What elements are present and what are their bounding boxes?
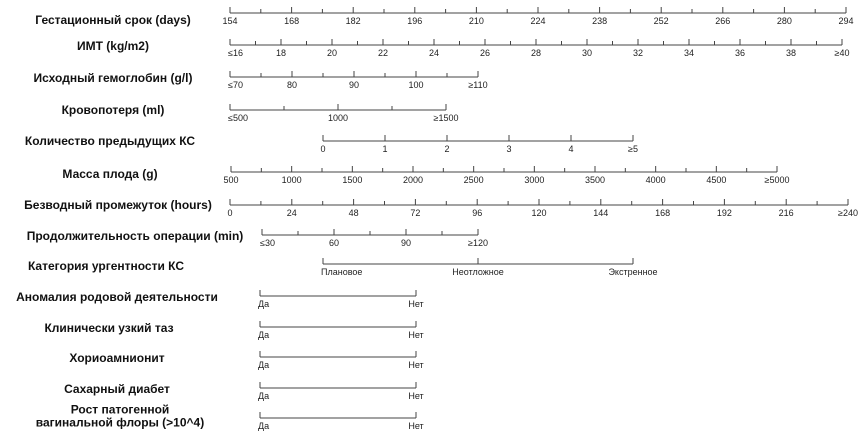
tick-label-flora-0: Да [258,421,270,431]
tick-label-diab-1: Нет [408,391,424,401]
tick-label-prevcs-3: 3 [506,144,512,154]
tick-label-bmi-7: 30 [581,48,593,58]
tick-label-anhyd-1: 24 [286,208,297,218]
nomogram-row-labor [16,290,424,309]
tick-label-gest-1: 168 [284,16,300,26]
variable-label-diab: Сахарный диабет [64,382,170,396]
tick-label-dur-2: 90 [400,238,412,248]
tick-label-urg-2: Экстренное [608,267,658,277]
variable-label-gest: Гестационный срок (days) [35,13,191,27]
tick-label-gest-4: 210 [468,16,484,26]
variable-label-prevcs: Количество предыдущих КС [24,134,196,148]
tick-label-bmi-2: 20 [326,48,338,58]
tick-label-diab-0: Да [258,391,270,401]
nomogram-row-prevcs [25,134,638,154]
tick-label-chorio-1: Нет [408,360,424,370]
variable-label-hb: Исходный гемоглобин (g/l) [33,71,193,85]
tick-label-labor-0: Да [258,299,270,309]
tick-label-bmi-5: 26 [479,48,491,58]
tick-label-chorio-0: Да [258,360,270,370]
tick-label-anhyd-4: 96 [472,208,483,218]
tick-label-anhyd-3: 72 [410,208,421,218]
tick-label-fetal-4: 2500 [463,175,484,185]
tick-label-blood-2: ≥1500 [433,113,459,123]
tick-label-fetal-2: 1500 [342,175,363,185]
nomogram-row-dur [27,229,488,248]
tick-label-hb-0: ≤70 [228,80,243,90]
tick-label-anhyd-7: 168 [655,208,671,218]
nomogram-row-anhyd [24,198,858,218]
nomogram-row-bmi [77,39,849,58]
tick-label-gest-9: 280 [776,16,792,26]
tick-label-urg-1: Неотложное [452,267,504,277]
tick-label-dur-1: 60 [328,238,340,248]
tick-label-anhyd-2: 48 [348,208,359,218]
tick-label-gest-3: 196 [407,16,423,26]
tick-label-gest-10: 294 [838,16,854,26]
tick-label-prevcs-5: ≥5 [628,144,638,154]
tick-label-anhyd-5: 120 [531,208,547,218]
tick-label-fetal-1: 1000 [281,175,302,185]
tick-label-gest-8: 266 [715,16,731,26]
tick-label-gest-0: 154 [222,16,238,26]
tick-label-fetal-9: ≥5000 [764,175,790,185]
tick-label-gest-2: 182 [345,16,361,26]
variable-label-flora-line2: вагинальной флоры (>10^4) [35,415,205,430]
tick-label-fetal-5: 3000 [524,175,545,185]
tick-label-fetal-8: 4500 [706,175,727,185]
tick-label-gest-5: 224 [530,16,546,26]
tick-label-labor-1: Нет [408,299,424,309]
tick-label-fetal-7: 4000 [645,175,666,185]
tick-label-anhyd-0: 0 [227,208,233,218]
tick-label-anhyd-9: 216 [778,208,794,218]
tick-label-bmi-8: 32 [632,48,644,58]
tick-label-bmi-9: 34 [683,48,695,58]
nomogram-row-chorio [69,351,423,370]
tick-label-fetal-0: 500 [223,175,239,185]
variable-label-bmi: ИМТ (kg/m2) [77,39,149,53]
tick-label-hb-1: 80 [286,80,298,90]
tick-label-blood-0: ≤500 [228,113,248,123]
tick-label-anhyd-10: ≥240 [838,208,858,218]
tick-label-dur-0: ≤30 [260,238,275,248]
variable-label-dur: Продолжительность операции (min) [26,229,244,243]
nomogram-row-pelvis [44,321,423,340]
nomogram-row-fetal [62,166,789,185]
tick-label-prevcs-2: 2 [444,144,450,154]
variable-label-urg: Категория ургентности КС [27,259,185,273]
tick-label-bmi-6: 28 [530,48,542,58]
variable-label-chorio: Хориоамнионит [69,351,165,365]
nomogram-row-diab [64,382,424,401]
tick-label-bmi-0: ≤16 [228,48,243,58]
tick-label-hb-2: 90 [348,80,360,90]
variable-label-flora-line1: Рост патогенной [70,402,170,417]
tick-label-prevcs-0: 0 [320,144,326,154]
tick-label-fetal-3: 2000 [402,175,424,185]
tick-label-bmi-1: 18 [275,48,287,58]
variable-label-fetal: Масса плода (g) [62,167,158,181]
variable-label-pelvis: Клинически узкий таз [44,321,174,335]
variable-label-anhyd: Безводный промежуток (hours) [24,198,212,212]
tick-label-pelvis-1: Нет [408,330,424,340]
tick-label-pelvis-0: Да [258,330,270,340]
tick-label-hb-3: 100 [408,80,424,90]
tick-label-bmi-4: 24 [428,48,440,58]
tick-label-urg-0: Плановое [321,267,363,277]
tick-label-anhyd-8: 192 [716,208,732,218]
tick-label-gest-6: 238 [592,16,608,26]
tick-label-dur-3: ≥120 [468,238,488,248]
variable-label-labor: Аномалия родовой деятельности [16,290,218,304]
tick-label-gest-7: 252 [653,16,669,26]
tick-label-bmi-10: 36 [734,48,746,58]
nomogram-row-gest [35,7,853,27]
nomogram-row-urg [28,258,658,277]
tick-label-anhyd-6: 144 [593,208,609,218]
nomogram-row-hb [34,71,488,90]
tick-label-bmi-3: 22 [377,48,389,58]
tick-label-flora-1: Нет [408,421,424,431]
tick-label-hb-4: ≥110 [468,80,488,90]
tick-label-bmi-11: 38 [785,48,797,58]
tick-label-fetal-6: 3500 [584,175,606,185]
tick-label-prevcs-4: 4 [568,144,574,154]
variable-label-blood: Кровопотеря (ml) [61,103,165,117]
tick-label-bmi-12: ≥40 [834,48,850,58]
tick-label-prevcs-1: 1 [382,144,388,154]
nomogram-row-blood [62,103,459,123]
tick-label-blood-1: 1000 [327,113,349,123]
nomogram-row-flora [36,403,424,432]
